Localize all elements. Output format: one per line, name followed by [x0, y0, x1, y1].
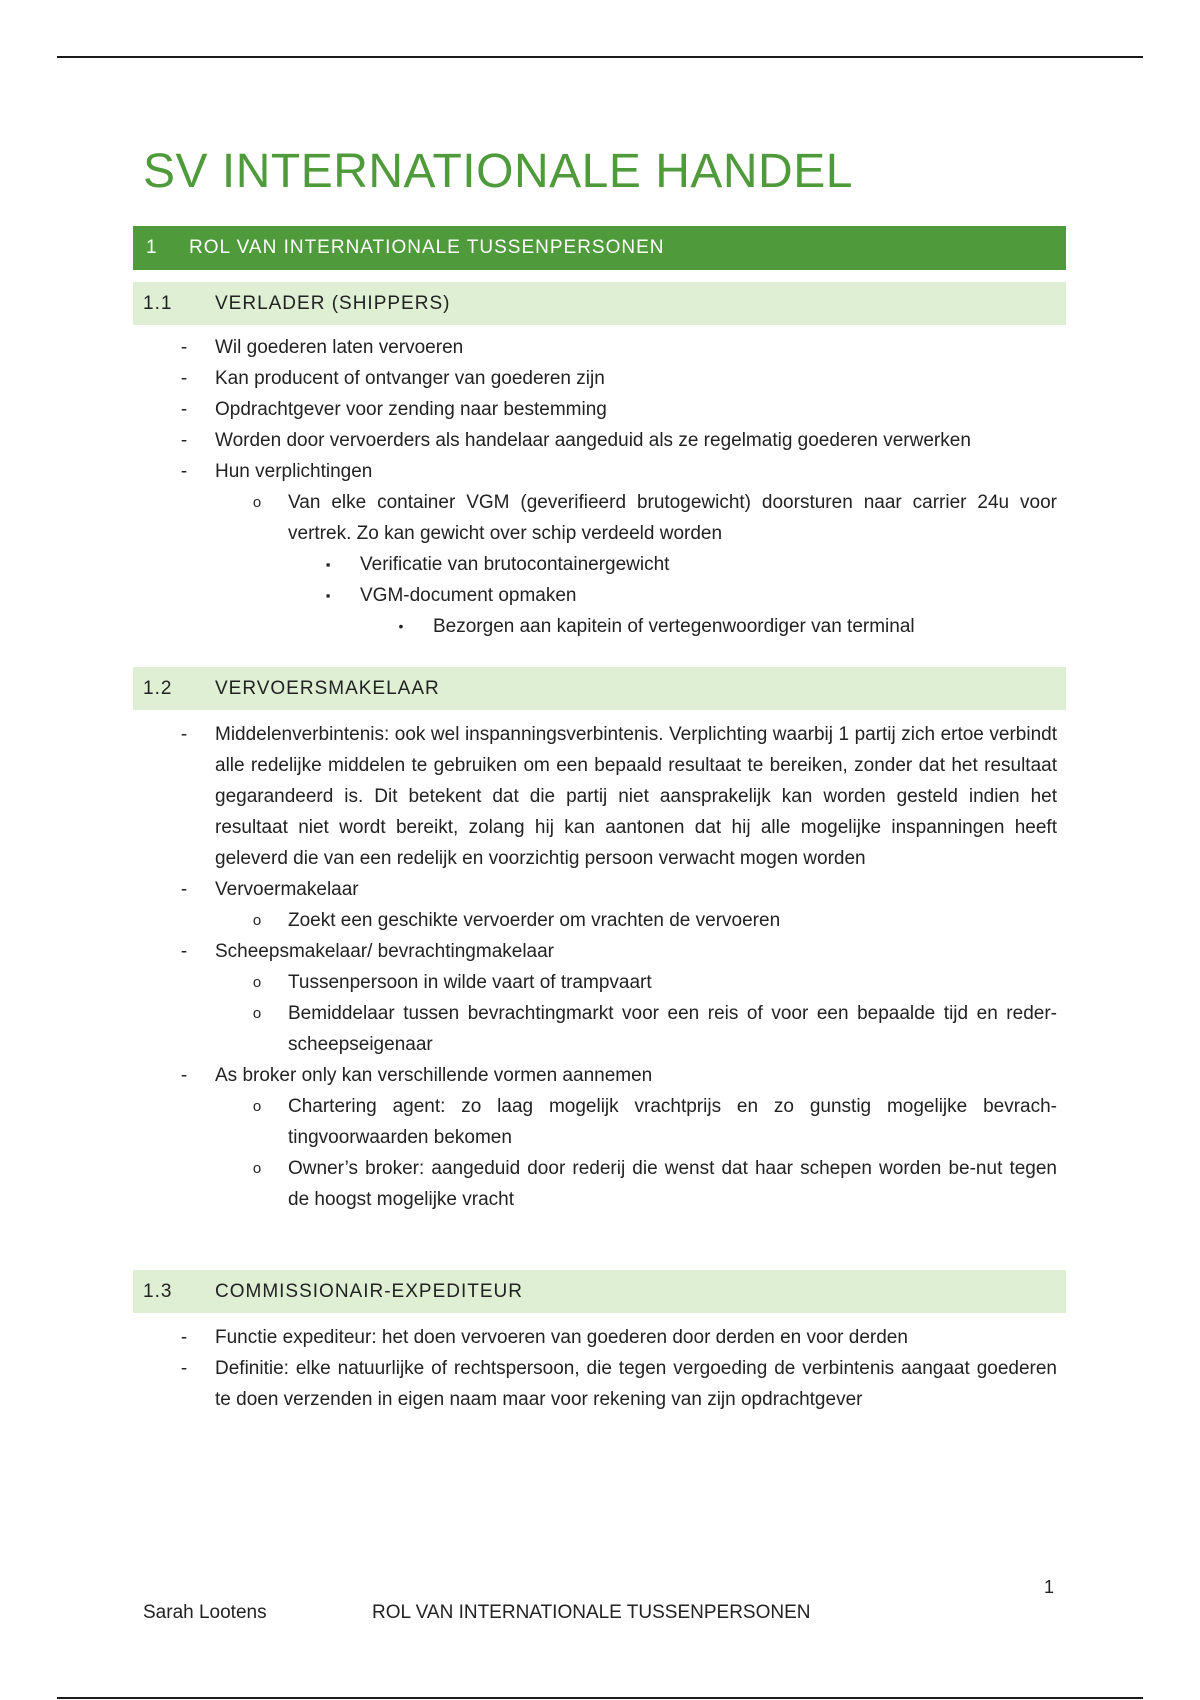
circle-marker: o [252, 1160, 262, 1177]
dash-marker: - [180, 1358, 188, 1379]
chapter-label: ROL VAN INTERNATIONALE TUSSENPERSONEN [189, 237, 665, 258]
square-marker: ▪ [325, 588, 331, 603]
circle-marker: o [252, 1005, 262, 1022]
header-rule [57, 56, 1143, 58]
chapter-heading [133, 226, 1066, 270]
footer-chapter-title: ROL VAN INTERNATIONALE TUSSENPERSONEN [372, 1602, 811, 1623]
section-body-1-3 [0, 1322, 1200, 1415]
list-item: • Bezorgen aan kapitein of vertegenwoordiger van terminal [433, 611, 1057, 642]
list-item: - Worden door vervoerders als handelaar aangeduid als ze regelmatig goederen verwerken [215, 425, 1057, 456]
dot-marker: • [398, 618, 404, 634]
section-heading-1-1 [133, 282, 1066, 325]
list-item: - Vervoermakelaar [215, 874, 1057, 905]
circle-marker: o [252, 494, 262, 511]
section-heading-1-2 [133, 667, 1066, 710]
dash-marker: - [180, 879, 188, 900]
circle-marker: o [252, 912, 262, 929]
chapter-number: 1 [146, 237, 158, 258]
list-item: - Hun verplichtingen [215, 456, 1057, 487]
square-marker: ▪ [325, 557, 331, 572]
section-number: 1.3 [143, 1280, 173, 1302]
dash-marker: - [180, 1065, 188, 1086]
document-title: SV INTERNATIONALE HANDEL [143, 145, 853, 198]
circle-marker: o [252, 974, 262, 991]
list-item: o Bemiddelaar tussen bevrachtingmarkt voor een reis of voor een bepaalde tijd en reder-scheepseigenaar [288, 998, 1057, 1060]
dash-marker: - [180, 941, 188, 962]
list-item: - Scheepsmakelaar/ bevrachtingmakelaar [215, 936, 1057, 967]
dash-marker: - [180, 461, 188, 482]
list-item: ▪ Verificatie van brutocontainergewicht [360, 549, 1057, 580]
list-item: - Wil goederen laten vervoeren [215, 332, 1057, 363]
footer-author: Sarah Lootens [143, 1602, 267, 1623]
list-item: - Kan producent of ontvanger van goederen zijn [215, 363, 1057, 394]
section-label: COMMISSIONAIR-EXPEDITEUR [215, 1280, 523, 1302]
list-item: o Van elke container VGM (geverifieerd brutogewicht) doorsturen naar carrier 24u voor vertrek. Zo kan gewicht over schip verdeeld worden [288, 487, 1057, 549]
section-number: 1.1 [143, 292, 173, 314]
dash-marker: - [180, 368, 188, 389]
list-item: - Opdrachtgever voor zending naar bestemming [215, 394, 1057, 425]
list-item: - As broker only kan verschillende vormen aannemen [215, 1060, 1057, 1091]
footer-rule [57, 1697, 1143, 1699]
section-body-1-1 [0, 332, 1200, 642]
dash-marker: - [180, 1327, 188, 1348]
list-item: - Functie expediteur: het doen vervoeren van goederen door derden en voor derden [215, 1322, 1057, 1353]
dash-marker: - [180, 337, 188, 358]
list-item: o Owner’s broker: aangeduid door rederij die wenst dat haar schepen worden be-nut tegen de hoogst mogelijke vracht [288, 1153, 1057, 1215]
dash-marker: - [180, 430, 188, 451]
list-item: o Chartering agent: zo laag mogelijk vrachtprijs en zo gunstig mogelijke bevrach-tingvoorwaarden bekomen [288, 1091, 1057, 1153]
section-label: VERLADER (SHIPPERS) [215, 292, 451, 314]
circle-marker: o [252, 1098, 262, 1115]
section-body-1-2 [0, 719, 1200, 1215]
list-item: o Tussenpersoon in wilde vaart of trampvaart [288, 967, 1057, 998]
dash-marker: - [180, 399, 188, 420]
list-item: ▪ VGM-document opmaken [360, 580, 1057, 611]
list-item: o Zoekt een geschikte vervoerder om vrachten de vervoeren [288, 905, 1057, 936]
page-number: 1 [1044, 1577, 1055, 1597]
section-heading-1-3 [133, 1270, 1066, 1313]
list-item: - Middelenverbintenis: ook wel inspanningsverbintenis. Verplichting waarbij 1 partij zich ertoe verbindt alle redelijke middelen te gebruiken om een bepaald resultaat te bereiken, zonder dat het resultaat gegarandeerd is. Dit betekent dat die partij niet aansprakelijk kan worden gesteld indien het resultaat niet wordt bereikt, zolang hij kan aantonen dat hij alle mogelijke inspanningen heeft geleverd die van een redelijk en voorzichtig persoon verwacht mogen worden [215, 719, 1057, 874]
section-number: 1.2 [143, 677, 173, 699]
section-label: VERVOERSMAKELAAR [215, 677, 440, 699]
dash-marker: - [180, 724, 188, 745]
list-item: - Definitie: elke natuurlijke of rechtspersoon, die tegen vergoeding de verbintenis aangaat goederen te doen verzenden in eigen naam maar voor rekening van zijn opdrachtgever [215, 1353, 1057, 1415]
